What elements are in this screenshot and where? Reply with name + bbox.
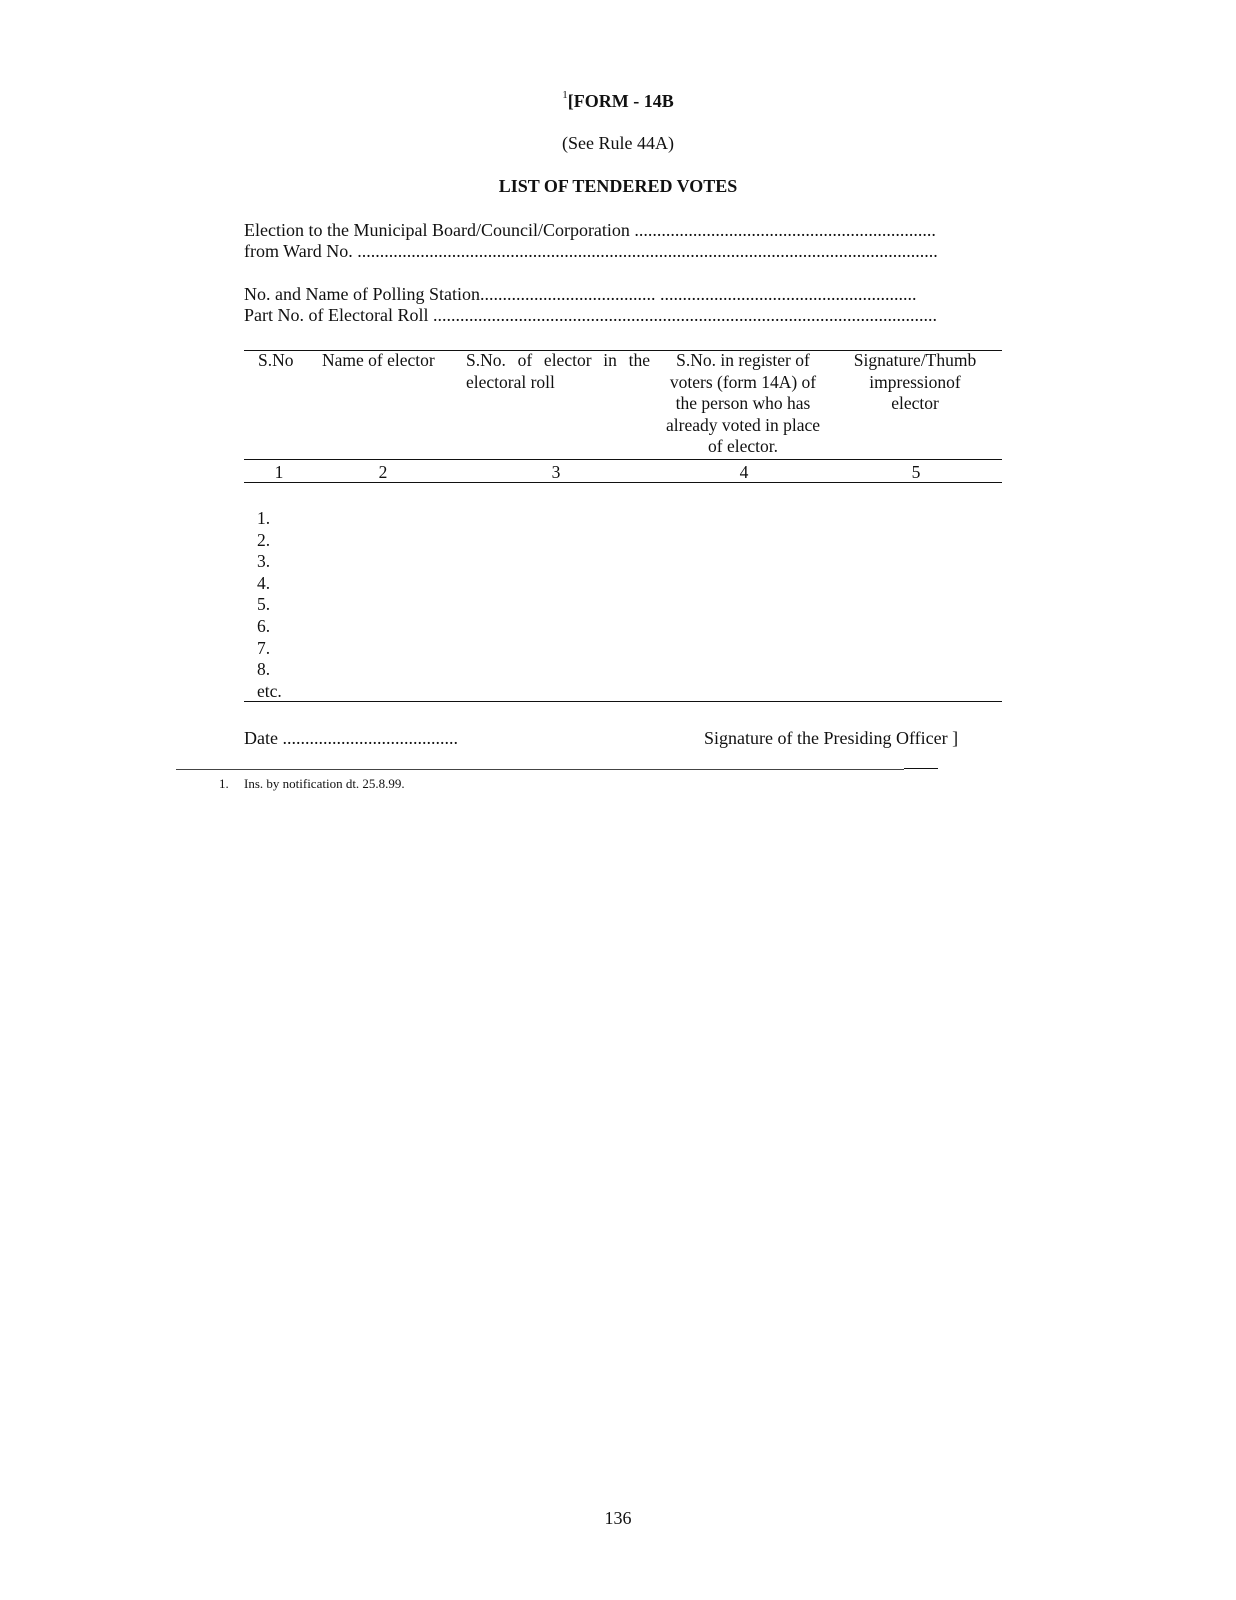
page-number: 136 bbox=[604, 1508, 632, 1528]
column-number: 1 bbox=[274, 462, 284, 482]
row-number: 3. bbox=[257, 551, 271, 572]
header-sno: S.No bbox=[258, 350, 294, 370]
form-title-text: [FORM - 14B bbox=[567, 91, 674, 111]
header-name-of-elector: Name of elector bbox=[322, 350, 435, 370]
footnote-text: Ins. by notification dt. 25.8.99. bbox=[244, 776, 405, 791]
row-number: 6. bbox=[257, 615, 271, 636]
footnote-number: 1. bbox=[219, 776, 229, 791]
row-number: 7. bbox=[257, 637, 271, 658]
election-field: Election to the Municipal Board/Council/Corporation ................................................................... bbox=[244, 220, 936, 240]
row-number: 1. bbox=[257, 508, 271, 528]
column-number: 4 bbox=[739, 462, 749, 482]
column-number: 2 bbox=[378, 462, 388, 482]
table-bottom-rule bbox=[244, 701, 1002, 702]
presiding-officer-signature: Signature of the Presiding Officer ] bbox=[704, 728, 959, 748]
header-bottom-rule bbox=[244, 459, 1002, 460]
footnote-marker: 1 bbox=[562, 89, 568, 101]
footnote-separator bbox=[176, 769, 904, 770]
header-register-sno: S.No. in register of voters (form 14A) of the person who has already voted in place of elector. bbox=[665, 350, 821, 456]
rule-reference: (See Rule 44A) bbox=[562, 133, 674, 153]
column-number: 3 bbox=[551, 462, 561, 482]
row-number-list bbox=[257, 508, 282, 702]
footnote bbox=[219, 776, 405, 792]
column-number: 5 bbox=[911, 462, 921, 482]
date-field: Date ....................................... bbox=[244, 728, 458, 748]
form-heading: LIST OF TENDERED VOTES bbox=[498, 176, 738, 196]
form-title bbox=[0, 91, 1236, 112]
row-number: 4. bbox=[257, 572, 271, 593]
row-number: 8. bbox=[257, 659, 271, 680]
header-signature-thumb: Signature/Thumb impressionof elector bbox=[853, 350, 977, 413]
ward-field: from Ward No. ................................................................................................................................. bbox=[244, 241, 938, 261]
numbers-bottom-rule bbox=[244, 482, 1002, 483]
electoral-roll-field: Part No. of Electoral Roll ................................................................................................................ bbox=[244, 305, 937, 325]
row-number: etc. bbox=[257, 680, 282, 701]
header-electoral-roll-sno: S.No. of elector in the electoral roll bbox=[466, 350, 650, 392]
row-number: 2. bbox=[257, 529, 271, 550]
polling-station-field: No. and Name of Polling Station....................................... ......................................................... bbox=[244, 284, 917, 304]
row-number: 5. bbox=[257, 594, 271, 615]
footnote-separator-end bbox=[904, 768, 938, 769]
